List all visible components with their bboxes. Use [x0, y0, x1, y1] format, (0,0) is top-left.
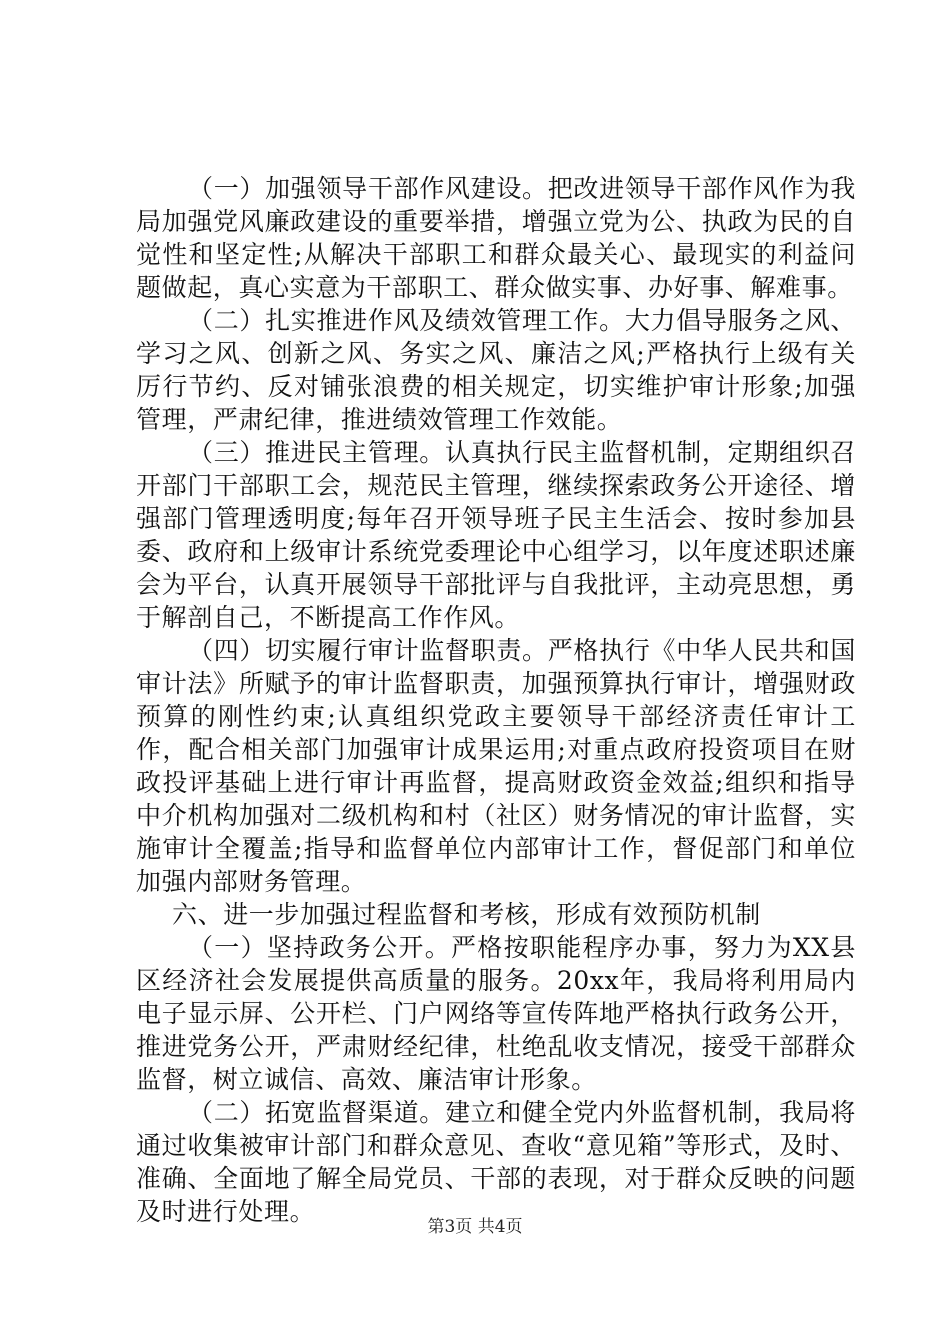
paragraph-4: （四）切实履行审计监督职责。严格执行《中华人民共和国审计法》所赋予的审计监督职责，加强预算执行审计，增强财政预算的刚性约束;认真组织党政主要领导干部经济责任审计工作，配合相关部门加强审计成果运用;对重点政府投资项目在财政投评基础上进行审计再监督，提高财政资金效益;组织和指导中介机构加强对二级机构和村（社区）财务情况的审计监督，实施审计全覆盖;指导和监督单位内部审计工作，督促部门和单位加强内部财务管理。: [136, 636, 856, 896]
paragraph-2: （二）扎实推进作风及绩效管理工作。大力倡导服务之风、学习之风、创新之风、务实之风、廉洁之风;严格执行上级有关厉行节约、反对铺张浪费的相关规定，切实维护审计形象;加强管理，严肃纪律，推进绩效管理工作效能。: [136, 306, 856, 434]
paragraph-5: （一）坚持政务公开。严格按职能程序办事，努力为XX县区经济社会发展提供高质量的服务。20xx年，我局将利用局内电子显示屏、公开栏、门户网络等宣传阵地严格执行政务公开，推进党务公开，严肃财经纪律，杜绝乱收支情况，接受干部群众监督，树立诚信、高效、廉洁审计形象。: [136, 933, 856, 1094]
page-number-footer: 第3页 共4页: [427, 1217, 523, 1237]
paragraph-6: （二）拓宽监督渠道。建立和健全党内外监督机制，我局将通过收集被审计部门和群众意见、查收“意见箱”等形式，及时、准确、全面地了解全局党员、干部的表现，对于群众反映的问题及时进行处理。: [136, 1098, 856, 1226]
section-heading: 六、进一步加强过程监督和考核，形成有效预防机制: [172, 900, 761, 929]
paragraph-3: （三）推进民主管理。认真执行民主监督机制，定期组织召开部门干部职工会，规范民主管理，继续探索政务公开途径、增强部门管理透明度;每年召开领导班子民主生活会、按时参加县委、政府和上级审计系统党委理论中心组学习，以年度述职述廉会为平台，认真开展领导干部批评与自我批评，主动亮思想，勇于解剖自己，不断提高工作作风。: [136, 438, 856, 632]
paragraph-1: （一）加强领导干部作风建设。把改进领导干部作风作为我局加强党风廉政建设的重要举措，增强立党为公、执政为民的自觉性和坚定性;从解决干部职工和群众最关心、最现实的利益问题做起，真心实意为干部职工、群众做实事、办好事、解难事。: [136, 174, 856, 302]
document-body: [136, 172, 856, 1228]
